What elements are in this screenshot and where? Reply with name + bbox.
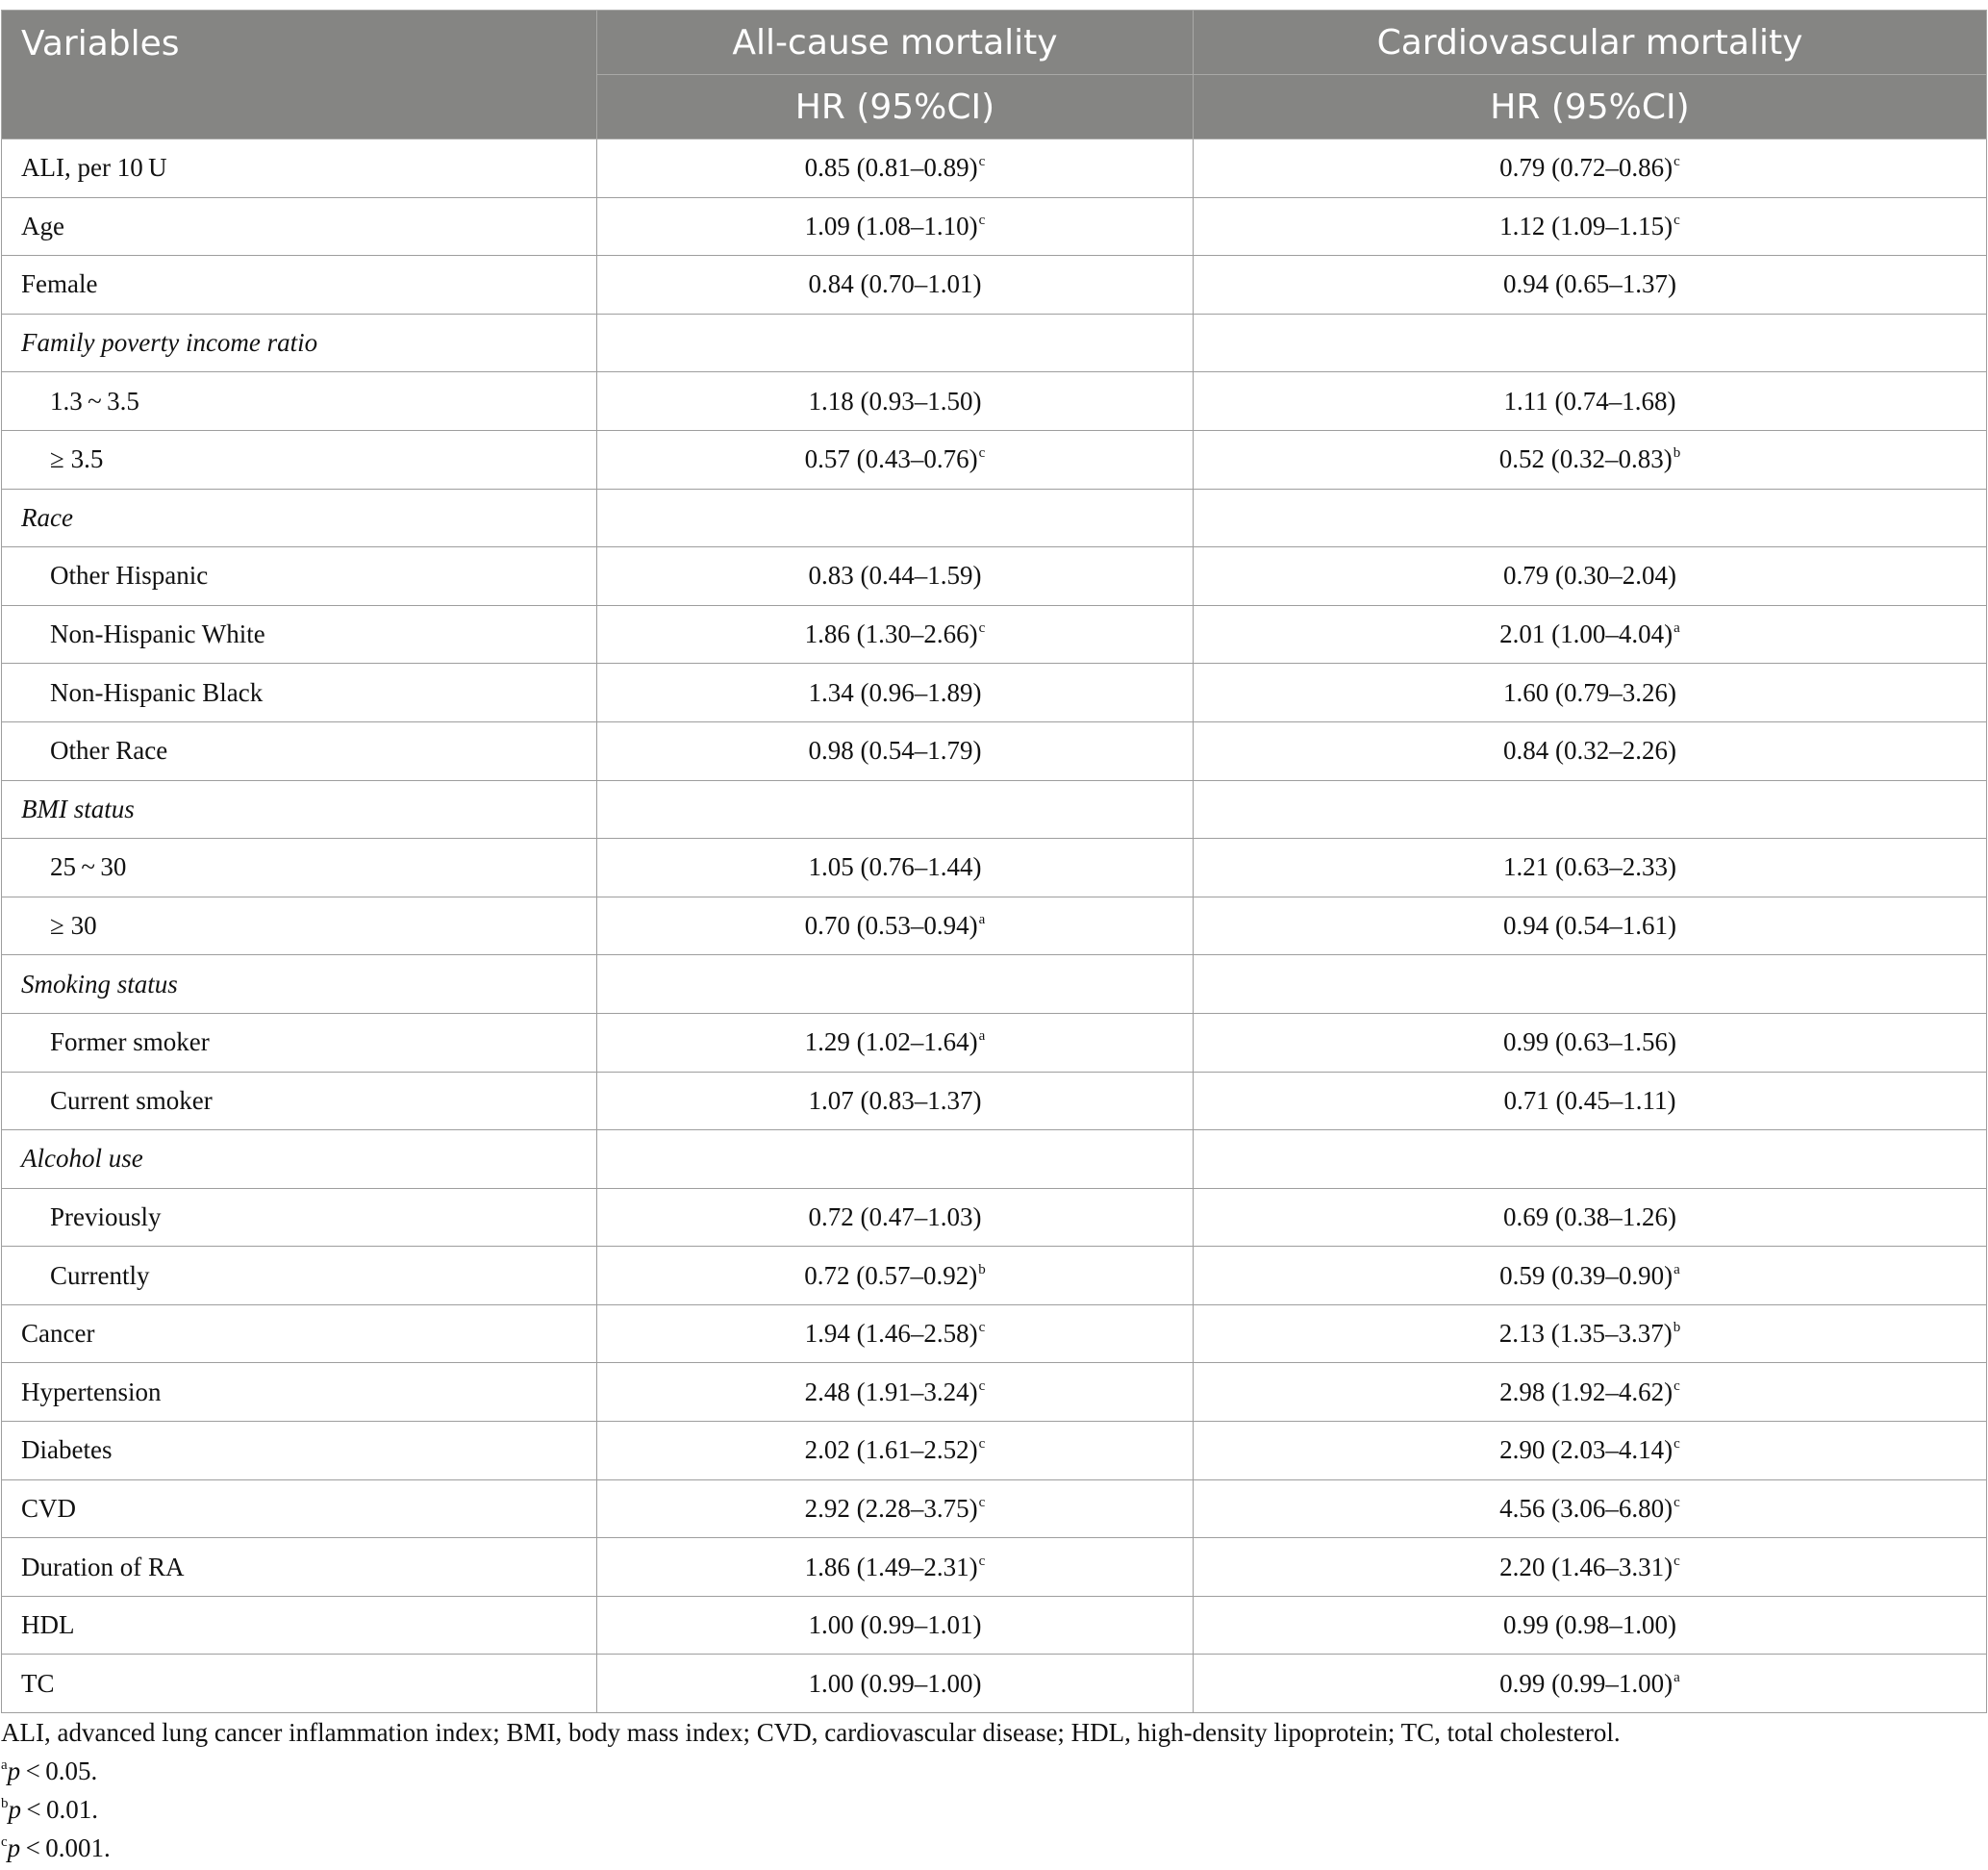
- variable-label: ≥ 30: [2, 897, 597, 955]
- cardiovascular-hr-cell: [1194, 839, 1987, 897]
- hr-value: 2.01 (1.00–4.04): [1499, 619, 1673, 649]
- table-row: [2, 139, 1987, 198]
- cardiovascular-hr-cell: [1194, 139, 1987, 198]
- hr-value: 1.21 (0.63–2.33): [1503, 852, 1676, 882]
- variable-label: Currently: [2, 1247, 597, 1305]
- footnote-c: [1, 1829, 1982, 1867]
- table-footnotes: [1, 1713, 1982, 1867]
- variable-label: Other Race: [2, 721, 597, 780]
- all-cause-hr-cell: [597, 1479, 1194, 1538]
- cardiovascular-hr-cell: [1194, 955, 1987, 1014]
- all-cause-hr-cell: [597, 1072, 1194, 1130]
- variable-label: Previously: [2, 1188, 597, 1247]
- variable-label: ALI, per 10 U: [2, 139, 597, 198]
- variable-label: Current smoker: [2, 1072, 597, 1130]
- all-cause-hr-cell: [597, 1247, 1194, 1305]
- group-label: Race: [2, 489, 597, 547]
- all-cause-hr-cell: [597, 256, 1194, 315]
- all-cause-hr-cell: [597, 1013, 1194, 1072]
- variable-label: CVD: [2, 1479, 597, 1538]
- hr-value: 0.84 (0.70–1.01): [808, 269, 982, 299]
- hr-value: 0.98 (0.54–1.79): [808, 736, 982, 766]
- hr-value: 1.00 (0.99–1.00): [808, 1668, 982, 1698]
- all-cause-hr-cell: [597, 955, 1194, 1014]
- cardiovascular-hr-cell: [1194, 314, 1987, 372]
- header-variables: Variables: [2, 11, 597, 139]
- hr-value: 1.11 (0.74–1.68): [1503, 386, 1676, 416]
- hr-value: 0.70 (0.53–0.94): [804, 911, 978, 941]
- cardiovascular-hr-cell: [1194, 1655, 1987, 1713]
- variable-label: 1.3 ~ 3.5: [2, 372, 597, 431]
- hr-value: 0.59 (0.39–0.90): [1499, 1260, 1673, 1290]
- table-row: [2, 897, 1987, 955]
- cardiovascular-hr-cell: [1194, 372, 1987, 431]
- significance-mark: a: [978, 912, 986, 928]
- all-cause-hr-cell: [597, 430, 1194, 489]
- cardiovascular-hr-cell: [1194, 1072, 1987, 1130]
- all-cause-hr-cell: [597, 314, 1194, 372]
- hr-value: 2.48 (1.91–3.24): [804, 1377, 978, 1406]
- variable-label: Hypertension: [2, 1363, 597, 1422]
- hr-value: 0.99 (0.63–1.56): [1503, 1027, 1676, 1057]
- all-cause-hr-cell: [597, 1188, 1194, 1247]
- cardiovascular-hr-cell: [1194, 547, 1987, 606]
- subheader-hr-all-cause: HR (95%CI): [597, 75, 1194, 139]
- table-row: [2, 1363, 1987, 1422]
- significance-mark: c: [978, 1377, 986, 1394]
- cardiovascular-hr-cell: [1194, 1479, 1987, 1538]
- all-cause-hr-cell: [597, 1538, 1194, 1597]
- cardiovascular-hr-cell: [1194, 721, 1987, 780]
- table-row: [2, 1538, 1987, 1597]
- hr-value: 0.99 (0.98–1.00): [1503, 1610, 1676, 1640]
- footnote-text: < 0.01.: [21, 1795, 99, 1824]
- all-cause-hr-cell: [597, 1130, 1194, 1189]
- table-row: [2, 372, 1987, 431]
- table-group-row: [2, 780, 1987, 839]
- cardiovascular-hr-cell: [1194, 1130, 1987, 1189]
- significance-mark: b: [1673, 1320, 1681, 1336]
- variable-label: HDL: [2, 1596, 597, 1655]
- cardiovascular-hr-cell: [1194, 1596, 1987, 1655]
- all-cause-hr-cell: [597, 139, 1194, 198]
- significance-mark: c: [978, 1320, 986, 1336]
- hr-value: 0.94 (0.65–1.37): [1503, 269, 1676, 299]
- significance-mark: b: [978, 1261, 986, 1277]
- hr-value: 0.94 (0.54–1.61): [1503, 911, 1676, 941]
- table-group-row: [2, 1130, 1987, 1189]
- hr-value: 1.29 (1.02–1.64): [804, 1027, 978, 1057]
- group-label: BMI status: [2, 780, 597, 839]
- table-row: [2, 1304, 1987, 1363]
- hr-value: 2.02 (1.61–2.52): [804, 1435, 978, 1465]
- p-symbol: p: [8, 1795, 21, 1824]
- hr-value: 2.20 (1.46–3.31): [1499, 1552, 1673, 1581]
- cardiovascular-hr-cell: [1194, 1188, 1987, 1247]
- hr-value: 0.52 (0.32–0.83): [1498, 444, 1673, 474]
- significance-mark: a: [1673, 620, 1680, 637]
- cardiovascular-hr-cell: [1194, 664, 1987, 722]
- hr-value: 0.83 (0.44–1.59): [808, 561, 982, 591]
- table-row: [2, 1247, 1987, 1305]
- footnote-text: < 0.05.: [20, 1756, 98, 1785]
- significance-mark: c: [978, 1494, 986, 1510]
- footnote-mark: a: [1, 1757, 8, 1773]
- hr-value: 0.71 (0.45–1.11): [1503, 1085, 1676, 1115]
- hr-value: 0.99 (0.99–1.00): [1499, 1668, 1673, 1698]
- table-group-row: [2, 314, 1987, 372]
- hr-value: 0.57 (0.43–0.76): [804, 444, 978, 474]
- significance-mark: c: [1673, 1494, 1680, 1510]
- variable-label: Cancer: [2, 1304, 597, 1363]
- all-cause-hr-cell: [597, 605, 1194, 664]
- table-row: [2, 197, 1987, 256]
- cardiovascular-hr-cell: [1194, 605, 1987, 664]
- p-symbol: p: [7, 1756, 21, 1785]
- all-cause-hr-cell: [597, 780, 1194, 839]
- cardiovascular-hr-cell: [1194, 256, 1987, 315]
- cardiovascular-hr-cell: [1194, 430, 1987, 489]
- all-cause-hr-cell: [597, 664, 1194, 722]
- table-header: [2, 11, 1987, 139]
- hr-value: 0.69 (0.38–1.26): [1503, 1201, 1676, 1231]
- hr-value: 0.72 (0.47–1.03): [808, 1201, 982, 1231]
- table-row: [2, 430, 1987, 489]
- table-row: [2, 256, 1987, 315]
- all-cause-hr-cell: [597, 1655, 1194, 1713]
- footnote-mark: c: [1, 1834, 8, 1850]
- hr-value: 1.34 (0.96–1.89): [808, 677, 982, 707]
- hr-value: 2.98 (1.92–4.62): [1499, 1377, 1673, 1406]
- variable-label: Age: [2, 197, 597, 256]
- all-cause-hr-cell: [597, 1422, 1194, 1480]
- table-group-row: [2, 489, 1987, 547]
- variable-label: Non-Hispanic White: [2, 605, 597, 664]
- table-row: [2, 1013, 1987, 1072]
- all-cause-hr-cell: [597, 1363, 1194, 1422]
- cardiovascular-hr-cell: [1194, 1247, 1987, 1305]
- all-cause-hr-cell: [597, 897, 1194, 955]
- significance-mark: c: [1673, 1553, 1680, 1569]
- significance-mark: c: [978, 445, 986, 462]
- table-row: [2, 1655, 1987, 1713]
- table-row: [2, 1188, 1987, 1247]
- header-cardiovascular: Cardiovascular mortality: [1194, 11, 1987, 75]
- cardiovascular-hr-cell: [1194, 897, 1987, 955]
- cardiovascular-hr-cell: [1194, 780, 1987, 839]
- all-cause-hr-cell: [597, 839, 1194, 897]
- table-row: [2, 721, 1987, 780]
- hr-value: 0.84 (0.32–2.26): [1503, 736, 1676, 766]
- group-label: Family poverty income ratio: [2, 314, 597, 372]
- table-body: [2, 139, 1987, 1713]
- all-cause-hr-cell: [597, 372, 1194, 431]
- significance-mark: c: [978, 1436, 986, 1453]
- table-row: [2, 839, 1987, 897]
- all-cause-hr-cell: [597, 197, 1194, 256]
- significance-mark: c: [978, 1553, 986, 1569]
- footnote-text: < 0.001.: [20, 1833, 111, 1862]
- hr-value: 0.85 (0.81–0.89): [804, 153, 978, 183]
- significance-mark: c: [978, 620, 986, 637]
- hr-value: 1.94 (1.46–2.58): [804, 1319, 978, 1349]
- footnote-b: [1, 1790, 1982, 1829]
- hazard-ratio-table: [1, 10, 1987, 1713]
- footnote-mark: b: [1, 1796, 9, 1811]
- table-row: [2, 1479, 1987, 1538]
- cardiovascular-hr-cell: [1194, 489, 1987, 547]
- table-row: [2, 1596, 1987, 1655]
- hr-value: 2.13 (1.35–3.37): [1498, 1319, 1673, 1349]
- cardiovascular-hr-cell: [1194, 1013, 1987, 1072]
- cardiovascular-hr-cell: [1194, 197, 1987, 256]
- table-row: [2, 1072, 1987, 1130]
- hr-value: 1.86 (1.49–2.31): [804, 1552, 978, 1581]
- hr-value: 1.18 (0.93–1.50): [808, 386, 982, 416]
- all-cause-hr-cell: [597, 489, 1194, 547]
- p-symbol: p: [7, 1833, 21, 1862]
- all-cause-hr-cell: [597, 547, 1194, 606]
- significance-mark: c: [978, 212, 986, 228]
- subheader-hr-cardiovascular: HR (95%CI): [1194, 75, 1987, 139]
- footnote-a: [1, 1752, 1982, 1790]
- group-label: Alcohol use: [2, 1130, 597, 1189]
- table-row: [2, 664, 1987, 722]
- cardiovascular-hr-cell: [1194, 1422, 1987, 1480]
- hr-value: 0.79 (0.30–2.04): [1503, 561, 1676, 591]
- cardiovascular-hr-cell: [1194, 1363, 1987, 1422]
- hr-value: 1.09 (1.08–1.10): [804, 211, 978, 240]
- table-row: [2, 605, 1987, 664]
- hr-value: 0.79 (0.72–0.86): [1499, 153, 1673, 183]
- hr-value: 1.60 (0.79–3.26): [1503, 677, 1676, 707]
- significance-mark: c: [978, 154, 986, 170]
- significance-mark: b: [1673, 445, 1681, 462]
- significance-mark: a: [1673, 1261, 1680, 1277]
- significance-mark: c: [1673, 212, 1680, 228]
- variable-label: Former smoker: [2, 1013, 597, 1072]
- significance-mark: c: [1673, 1436, 1680, 1453]
- variable-label: Female: [2, 256, 597, 315]
- cardiovascular-hr-cell: [1194, 1304, 1987, 1363]
- significance-mark: a: [1673, 1669, 1680, 1685]
- hr-value: 1.05 (0.76–1.44): [808, 852, 982, 882]
- table-row: [2, 547, 1987, 606]
- hr-value: 4.56 (3.06–6.80): [1499, 1493, 1673, 1523]
- significance-mark: a: [978, 1028, 986, 1045]
- group-label: Smoking status: [2, 955, 597, 1014]
- hr-value: 2.90 (2.03–4.14): [1499, 1435, 1673, 1465]
- cardiovascular-hr-cell: [1194, 1538, 1987, 1597]
- variable-label: TC: [2, 1655, 597, 1713]
- hr-value: 2.92 (2.28–3.75): [804, 1493, 978, 1523]
- hr-value: 0.72 (0.57–0.92): [804, 1260, 978, 1290]
- all-cause-hr-cell: [597, 721, 1194, 780]
- hr-value: 1.12 (1.09–1.15): [1499, 211, 1673, 240]
- all-cause-hr-cell: [597, 1596, 1194, 1655]
- variable-label: Diabetes: [2, 1422, 597, 1480]
- significance-mark: c: [1673, 154, 1680, 170]
- header-all-cause: All-cause mortality: [597, 11, 1194, 75]
- variable-label: Duration of RA: [2, 1538, 597, 1597]
- abbreviations-note: ALI, advanced lung cancer inflammation index; BMI, body mass index; CVD, cardiovascular disease; HDL, high-density lipoprotein; TC, total cholesterol.: [1, 1718, 1621, 1747]
- hr-value: 1.86 (1.30–2.66): [804, 619, 978, 649]
- significance-mark: c: [1673, 1377, 1680, 1394]
- variable-label: ≥ 3.5: [2, 430, 597, 489]
- all-cause-hr-cell: [597, 1304, 1194, 1363]
- variable-label: Non-Hispanic Black: [2, 664, 597, 722]
- hr-value: 1.00 (0.99–1.01): [808, 1610, 982, 1640]
- hr-value: 1.07 (0.83–1.37): [808, 1085, 982, 1115]
- table-row: [2, 1422, 1987, 1480]
- variable-label: Other Hispanic: [2, 547, 597, 606]
- table-group-row: [2, 955, 1987, 1014]
- variable-label: 25 ~ 30: [2, 839, 597, 897]
